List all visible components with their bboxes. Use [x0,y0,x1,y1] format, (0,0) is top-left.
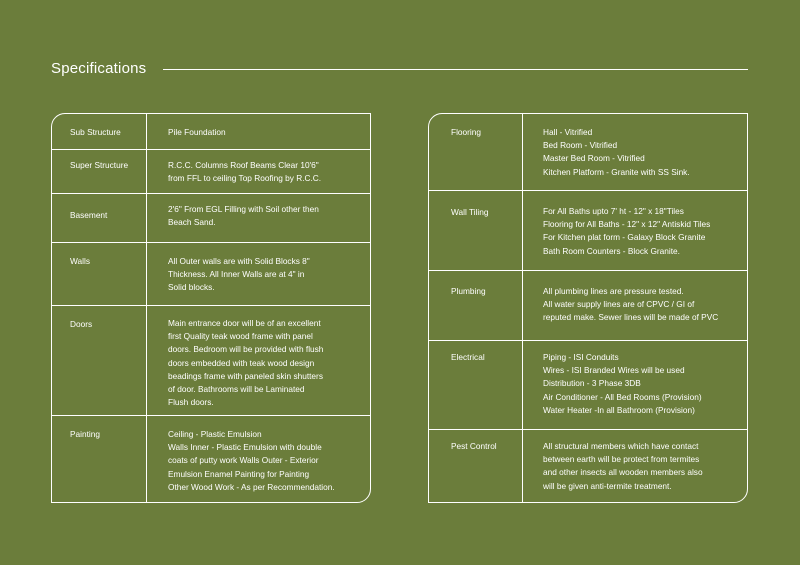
spec-value-line: Flush doors. [168,397,214,408]
spec-row-electrical [429,340,747,429]
spec-value-line: from FFL to ceiling Top Roofing by R.C.C. [168,173,322,184]
spec-value-line: All Outer walls are with Solid Blocks 8" [168,256,310,266]
spec-table-left [51,113,371,503]
spec-value-line: Wires - ISI Branded Wires will be used [543,365,685,376]
spec-value-line: Thickness. All Inner Walls are at 4" in [168,269,305,280]
spec-value-line: Main entrance door will be of an excellent [168,318,321,328]
spec-row-sub-structure [52,114,370,149]
spec-value-line: reputed make. Sewer lines will be made of PVC [543,312,719,323]
spec-value-line: Beach Sand. [168,217,216,228]
spec-value-line: All water supply lines are of CPVC / GI of [543,299,695,310]
spec-value-line: Air Conditioner - All Bed Rooms (Provision) [543,391,702,402]
spec-row-doors [52,305,370,415]
spec-value [543,285,718,325]
spec-value-line: All plumbing lines are pressure tested. [543,286,684,296]
spec-label: Super Structure [70,160,129,170]
title-rule [163,69,748,70]
spec-label: Walls [70,256,90,266]
spec-value [168,317,323,409]
spec-value-line: For All Baths upto 7' ht - 12" x 18"Tiles [543,206,684,216]
spec-value-line: Other Wood Work - As per Recommendation. [168,481,335,492]
spec-value-line: coats of putty work Walls Outer - Exterior [168,455,319,466]
spec-value-line: R.C.C. Columns Roof Beams Clear 10'6" [168,160,319,170]
spec-value-line: Distribution - 3 Phase 3DB [543,378,641,389]
spec-row-plumbing [429,270,747,340]
spec-row-painting [52,415,370,504]
spec-value [543,351,702,417]
spec-value-line: Flooring for All Baths - 12" x 12" Antiskid Tiles [543,219,711,230]
spec-value-line: Piping - ISI Conduits [543,352,619,362]
spec-table-right [428,113,748,503]
spec-value-line: Hall - Vitrified [543,127,593,137]
spec-value [168,255,310,295]
spec-value [543,126,690,179]
spec-value-line: Emulsion Enamel Painting for Painting [168,468,310,479]
spec-row-flooring [429,114,747,190]
spec-value [168,203,319,229]
spec-label: Pest Control [451,441,497,451]
spec-value-line: Bath Room Counters - Block Granite. [543,245,680,256]
spec-label: Basement [70,210,108,220]
spec-label: Flooring [451,127,481,137]
spec-value-line: Pile Foundation [168,127,226,137]
spec-value-line: Solid blocks. [168,282,215,293]
page-title: Specifications [51,60,147,77]
spec-value-line: will be given anti-termite treatment. [543,480,672,491]
spec-value-line: Master Bed Room - Vitrified [543,153,645,164]
spec-value-line: first Quality teak wood frame with panel [168,331,313,342]
spec-value-line: All structural members which have contact [543,441,699,451]
spec-row-super-structure [52,149,370,193]
spec-row-basement [52,193,370,242]
spec-value-line: and other insects all wooden members also [543,467,703,478]
spec-label: Sub Structure [70,127,121,137]
spec-value-line: Bed Room - Vitrified [543,140,618,151]
spec-value-line: doors embedded with teak wood design [168,357,315,368]
spec-value-line: between earth will be protect from termites [543,454,700,465]
spec-label: Doors [70,319,93,329]
spec-value-line: Water Heater -In all Bathroom (Provision) [543,404,695,415]
spec-value [168,428,335,494]
spec-label: Painting [70,429,100,439]
spec-value [543,205,710,258]
spec-row-wall-tiling [429,190,747,270]
spec-value-line: Kitchen Platform - Granite with SS Sink. [543,166,690,177]
spec-label: Wall Tiling [451,207,489,217]
spec-value-line: 2'6" From EGL Filling with Soil other then [168,204,319,214]
spec-value-line: of door. Bathrooms will be Laminated [168,384,305,395]
spec-value [168,126,226,139]
spec-label: Electrical [451,352,485,362]
spec-row-walls [52,242,370,305]
spec-label: Plumbing [451,286,486,296]
spec-value-line: Walls Inner - Plastic Emulsion with double [168,442,322,453]
spec-value-line: For Kitchen plat form - Galaxy Block Granite [543,232,706,243]
spec-row-pest-control [429,429,747,504]
spec-value-line: Ceiling - Plastic Emulsion [168,429,262,439]
spec-value [168,159,321,185]
spec-value-line: doors. Bedroom will be provided with flush [168,344,324,355]
spec-value [543,440,703,493]
spec-value-line: beadings frame with paneled skin shutters [168,370,323,381]
